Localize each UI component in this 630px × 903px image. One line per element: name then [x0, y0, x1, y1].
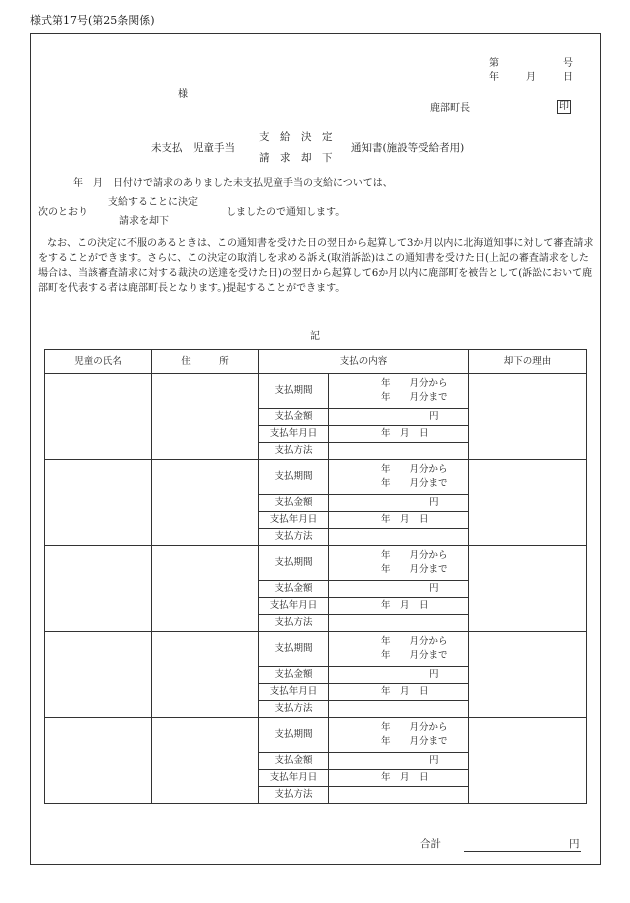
- payment-method-label: 支払方法: [259, 701, 329, 718]
- payment-date-label: 支払年月日: [259, 598, 329, 615]
- address-cell[interactable]: [152, 374, 259, 460]
- addressee-suffix: 様: [178, 89, 188, 100]
- amount-label: 支払金額: [259, 495, 329, 512]
- child-name-cell[interactable]: [45, 546, 152, 632]
- period-from: 年 月分から: [381, 464, 448, 475]
- amount-value[interactable]: 円: [329, 581, 469, 598]
- period-from: 年 月分から: [381, 636, 448, 647]
- rejection-reason-cell[interactable]: [469, 718, 587, 804]
- date-year: 年: [489, 72, 499, 83]
- body-line-2-suffix: しましたので通知します。: [226, 207, 346, 218]
- payment-date-label: 支払年月日: [259, 684, 329, 701]
- period-to: 年 月分まで: [381, 392, 448, 403]
- amount-label: 支払金額: [259, 409, 329, 426]
- payment-date-value[interactable]: 年 月 日: [329, 512, 469, 529]
- payment-date-label: 支払年月日: [259, 426, 329, 443]
- number-prefix: 第: [489, 58, 499, 69]
- payment-date-label: 支払年月日: [259, 512, 329, 529]
- title-prefix: 未支払 児童手当: [151, 142, 235, 154]
- period-label: 支払期間: [259, 632, 329, 667]
- amount-value[interactable]: 円: [329, 667, 469, 684]
- header-address: 住 所: [152, 350, 259, 374]
- period-value[interactable]: [329, 460, 469, 495]
- payment-method-value[interactable]: [329, 787, 469, 804]
- amount-value[interactable]: 円: [329, 409, 469, 426]
- table-row: [45, 460, 587, 495]
- period-to: 年 月分まで: [381, 650, 448, 661]
- rejection-reason-cell[interactable]: [469, 546, 587, 632]
- address-cell[interactable]: [152, 460, 259, 546]
- table-row: [45, 546, 587, 581]
- period-label: 支払期間: [259, 546, 329, 581]
- total-unit: 円: [569, 838, 580, 850]
- period-value[interactable]: [329, 632, 469, 667]
- table-row: [45, 718, 587, 753]
- header-payment-content: 支払の内容: [259, 350, 469, 374]
- address-cell[interactable]: [152, 718, 259, 804]
- body-line-1: 年 月 日付けで請求のありました未支払児童手当の支給については、: [73, 178, 393, 189]
- seal-text: 印: [559, 101, 569, 112]
- payment-detail-table: [44, 349, 587, 804]
- table-row: [45, 374, 587, 409]
- table-header-row: [45, 350, 587, 374]
- payment-method-label: 支払方法: [259, 443, 329, 460]
- period-from: 年 月分から: [381, 550, 448, 561]
- child-name-cell[interactable]: [45, 460, 152, 546]
- payment-method-value[interactable]: [329, 443, 469, 460]
- title-option-reject: 請 求 却 下: [259, 152, 333, 164]
- period-value[interactable]: [329, 546, 469, 581]
- table-row: [45, 632, 587, 667]
- header-rejection-reason: 却下の理由: [469, 350, 587, 374]
- rejection-reason-cell[interactable]: [469, 460, 587, 546]
- ki-heading: 記: [310, 331, 320, 342]
- amount-label: 支払金額: [259, 581, 329, 598]
- period-to: 年 月分まで: [381, 478, 448, 489]
- header-child-name: 児童の氏名: [45, 350, 152, 374]
- period-value[interactable]: [329, 374, 469, 409]
- payment-method-label: 支払方法: [259, 529, 329, 546]
- total-label: 合計: [420, 838, 441, 850]
- period-label: 支払期間: [259, 374, 329, 409]
- payment-method-label: 支払方法: [259, 787, 329, 804]
- payment-date-value[interactable]: 年 月 日: [329, 770, 469, 787]
- period-from: 年 月分から: [381, 722, 448, 733]
- body-line-2-prefix: 次のとおり: [38, 207, 88, 218]
- date-day: 日: [563, 72, 573, 83]
- title-option-decide: 支 給 決 定: [259, 131, 333, 143]
- payment-date-value[interactable]: 年 月 日: [329, 684, 469, 701]
- appeal-notice: なお、この決定に不服のあるときは、この通知書を受けた日の翌日から起算して3か月以内に北海道知事に対して審査請求をすることができます。さらに、この決定の取消しを求める訴え(取消訴訟)はこの通知書を受けた日(上記の審査請求をした場合は、当該審査請求に対する裁決の送達を受けた日)の翌日から起算して6か月以内に鹿部町を被告として(訴訟において鹿部町を代表する者は鹿部町長となります。)提起することができます。: [38, 238, 594, 294]
- rejection-reason-cell[interactable]: [469, 374, 587, 460]
- amount-value[interactable]: 円: [329, 753, 469, 770]
- payment-date-label: 支払年月日: [259, 770, 329, 787]
- period-label: 支払期間: [259, 718, 329, 753]
- payment-method-value[interactable]: [329, 529, 469, 546]
- child-name-cell[interactable]: [45, 632, 152, 718]
- seal-mark: [557, 100, 571, 114]
- payment-date-value[interactable]: 年 月 日: [329, 426, 469, 443]
- amount-label: 支払金額: [259, 667, 329, 684]
- amount-value[interactable]: 円: [329, 495, 469, 512]
- period-from: 年 月分から: [381, 378, 448, 389]
- rejection-reason-cell[interactable]: [469, 632, 587, 718]
- address-cell[interactable]: [152, 632, 259, 718]
- body-option-reject: 請求を却下: [119, 216, 169, 227]
- period-value[interactable]: [329, 718, 469, 753]
- number-unit: 号: [563, 58, 573, 69]
- child-name-cell[interactable]: [45, 718, 152, 804]
- title-suffix: 通知書(施設等受給者用): [351, 142, 465, 154]
- period-label: 支払期間: [259, 460, 329, 495]
- child-name-cell[interactable]: [45, 374, 152, 460]
- payment-date-value[interactable]: 年 月 日: [329, 598, 469, 615]
- period-to: 年 月分まで: [381, 736, 448, 747]
- body-option-decide: 支給することに決定: [108, 197, 198, 208]
- issuer-name: 鹿部町長: [430, 103, 470, 114]
- period-to: 年 月分まで: [381, 564, 448, 575]
- payment-method-value[interactable]: [329, 701, 469, 718]
- payment-method-value[interactable]: [329, 615, 469, 632]
- payment-method-label: 支払方法: [259, 615, 329, 632]
- form-number-label: 様式第17号(第25条関係): [30, 14, 155, 27]
- total-amount-field[interactable]: [464, 851, 581, 852]
- address-cell[interactable]: [152, 546, 259, 632]
- amount-label: 支払金額: [259, 753, 329, 770]
- date-month: 月: [526, 72, 536, 83]
